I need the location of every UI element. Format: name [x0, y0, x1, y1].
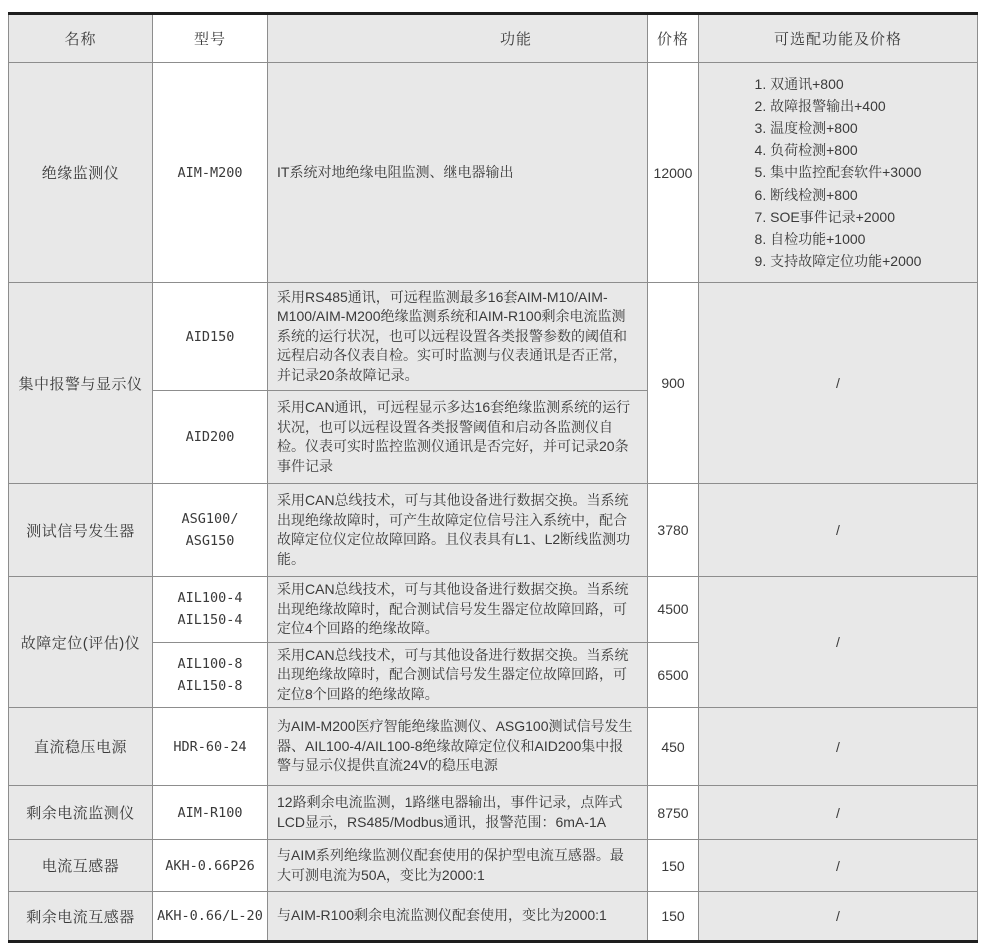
option-item: 1. 双通讯+800: [754, 75, 844, 92]
product-name: 直流稳压电源: [9, 708, 153, 786]
product-function: 采用CAN总线技术，可与其他设备进行数据交换。当系统出现绝缘故障时，可产生故障定位信号注入系统中，配合故障定位仪定位故障回路。且仪表具有L1、L2断线监测功能。: [268, 484, 648, 577]
option-item: 7. SOE事件记录+2000: [754, 208, 895, 225]
table-row: [9, 892, 978, 942]
product-options-none: /: [699, 283, 978, 484]
product-name: 集中报警与显示仪: [9, 283, 153, 484]
product-options-none: /: [699, 484, 978, 577]
product-model: AID150: [153, 283, 268, 391]
product-price: 450: [648, 708, 699, 786]
option-item: 4. 负荷检测+800: [754, 142, 858, 159]
option-item: 8. 自检功能+1000: [754, 231, 866, 247]
product-function: IT系统对地绝缘电阻监测、继电器输出: [268, 63, 648, 283]
product-model: [153, 642, 268, 708]
product-name: 剩余电流互感器: [9, 892, 153, 942]
product-price: 12000: [648, 63, 699, 283]
table-row: [9, 840, 978, 892]
col-header-model: 型号: [153, 14, 268, 63]
model-line: ASG100/: [181, 511, 239, 527]
product-model: AID200: [153, 391, 268, 484]
product-price: 150: [648, 840, 699, 892]
table-row: [9, 708, 978, 786]
product-name: 绝缘监测仪: [9, 63, 153, 283]
product-function: 采用CAN通讯，可远程显示多达16套绝缘监测系统的运行状况，也可以远程设置各类报警阈值和启动各监测仪自检。仪表可实时监控监测仪通讯是否完好，并可记录20条事件记录: [268, 391, 648, 484]
option-item: 5. 集中监控配套软件+3000: [754, 164, 922, 181]
option-item: 2. 故障报警输出+400: [754, 97, 886, 114]
product-price: 900: [648, 283, 699, 484]
table-row: [9, 283, 978, 391]
product-function: 与AIM系列绝缘监测仪配套使用的保护型电流互感器。最大可测电流为50A，变比为2000:1: [268, 840, 648, 892]
product-price: 8750: [648, 786, 699, 840]
header-row: [9, 14, 978, 63]
product-options: [699, 63, 978, 283]
product-price: 3780: [648, 484, 699, 577]
col-header-options: 可选配功能及价格: [699, 14, 978, 63]
model-line: ASG150: [185, 533, 235, 549]
product-function: 为AIM-M200医疗智能绝缘监测仪、ASG100测试信号发生器、AIL100-4/AIL100-8绝缘故障定位仪和AID200集中报警与显示仪提供直流24V的稳压电源: [268, 708, 648, 786]
col-header-name: 名称: [9, 14, 153, 63]
product-model: AIM-M200: [153, 63, 268, 283]
model-line: AIL150-8: [177, 677, 243, 694]
table-row: [9, 577, 978, 643]
option-item: 6. 断线检测+800: [754, 186, 858, 203]
table-row: [9, 484, 978, 577]
product-name: 电流互感器: [9, 840, 153, 892]
product-function: 与AIM-R100剩余电流监测仪配套使用，变比为2000:1: [268, 892, 648, 942]
product-function: 12路剩余电流监测，1路继电器输出，事件记录，点阵式LCD显示，RS485/Modbus通讯，报警范围：6mA-1A: [268, 786, 648, 840]
product-model: [153, 484, 268, 577]
product-price: 6500: [648, 642, 699, 708]
product-options-none: /: [699, 840, 978, 892]
model-line: AIL100-4: [177, 590, 243, 607]
product-name: 测试信号发生器: [9, 484, 153, 577]
product-options-none: /: [699, 708, 978, 786]
model-line: AIL100-8: [177, 655, 243, 672]
product-model: AKH-0.66P26: [153, 840, 268, 892]
product-options-none: /: [699, 892, 978, 942]
product-price-table: [8, 12, 978, 943]
product-model: HDR-60-24: [153, 708, 268, 786]
table-row: [9, 786, 978, 840]
col-header-function: 功能: [268, 14, 648, 63]
product-price: 150: [648, 892, 699, 942]
product-model: [153, 577, 268, 643]
product-model: AIM-R100: [153, 786, 268, 840]
product-price: 4500: [648, 577, 699, 643]
product-name: 故障定位(评估)仪: [9, 577, 153, 708]
product-options-none: /: [699, 577, 978, 708]
table-row: [9, 63, 978, 283]
option-item: 9. 支持故障定位功能+2000: [754, 253, 922, 270]
product-options-none: /: [699, 786, 978, 840]
product-model: AKH-0.66/L-20: [153, 892, 268, 942]
model-line: AIL150-4: [177, 612, 243, 629]
product-name: 剩余电流监测仪: [9, 786, 153, 840]
options-list: [755, 73, 922, 273]
product-function: 采用RS485通讯，可远程监测最多16套AIM-M10/AIM-M100/AIM-M200绝缘监测系统和AIM-R100剩余电流监测系统的运行状况，也可以远程设置各类报警参数的阈值和远程启动各仪表自检。实可时监测与仪表通讯是否正常，并记录20条故障记录。: [268, 283, 648, 391]
product-function: 采用CAN总线技术，可与其他设备进行数据交换。当系统出现绝缘故障时，配合测试信号发生器定位故障回路，可定位8个回路的绝缘故障。: [268, 642, 648, 708]
product-price-table-wrap: [8, 12, 978, 943]
col-header-price: 价格: [648, 14, 699, 63]
option-item: 3. 温度检测+800: [754, 119, 858, 136]
product-function: 采用CAN总线技术，可与其他设备进行数据交换。当系统出现绝缘故障时，配合测试信号发生器定位故障回路，可定位4个回路的绝缘故障。: [268, 577, 648, 643]
